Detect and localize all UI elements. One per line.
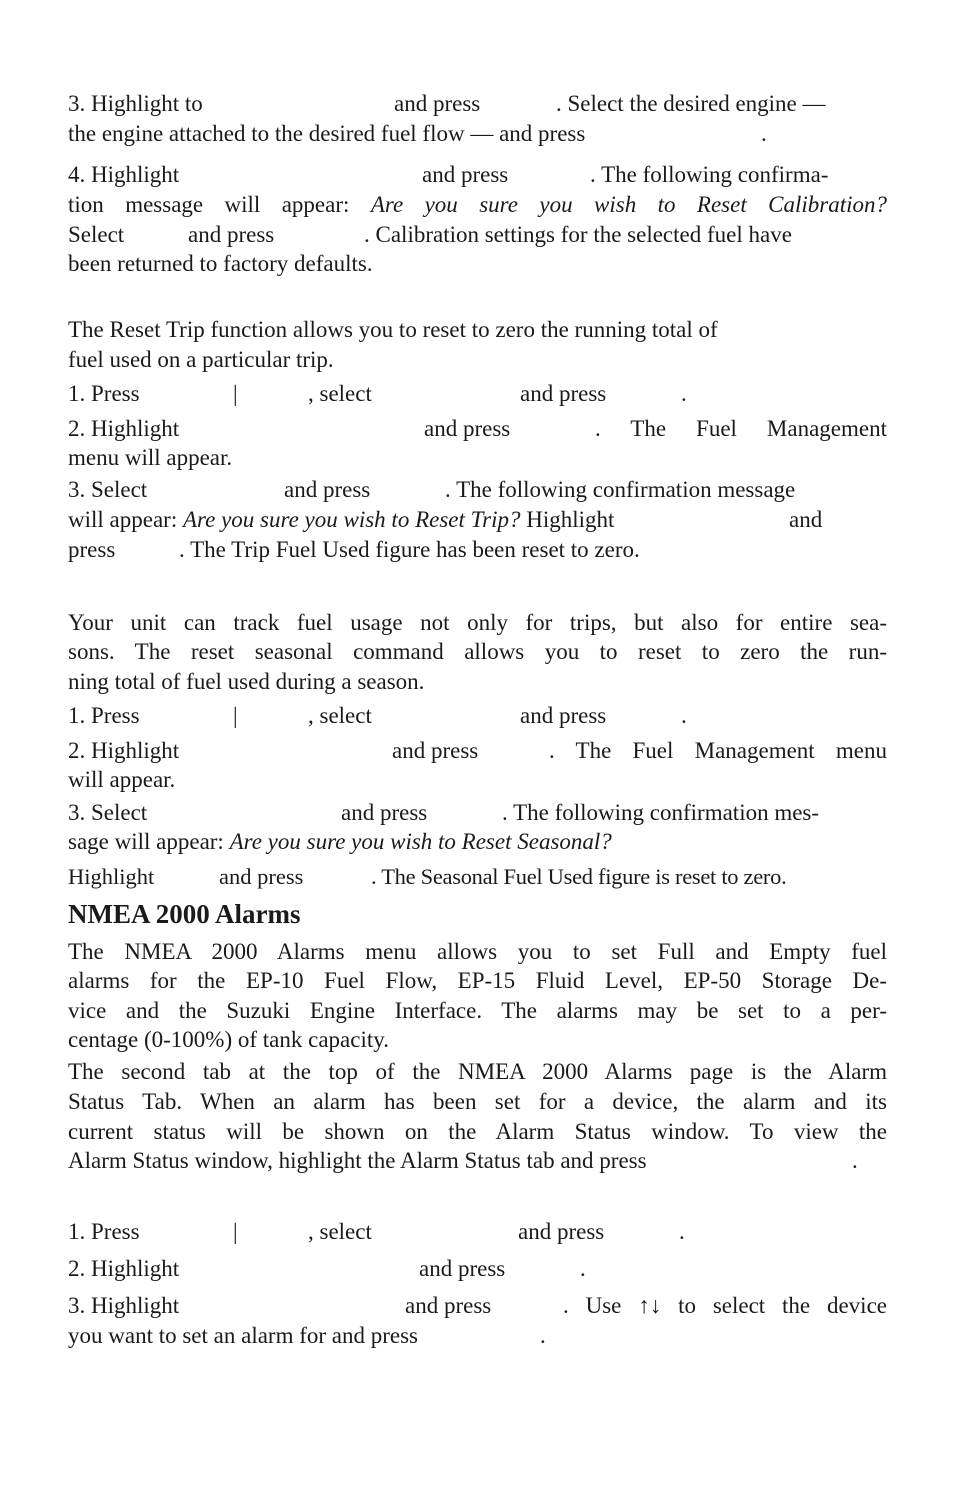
nmea-para2-line3: current status will be shown on the Alarm Status window. To view the bbox=[68, 1119, 887, 1144]
nmea-step2: 2. Highlight and press . bbox=[68, 1256, 586, 1281]
calibration-step4-line2: tion message will appear: Are you sure you wish to Reset Calibration? bbox=[68, 192, 888, 217]
calibration-step4-line1: 4. Highlight and press . The following confirma- bbox=[68, 162, 829, 187]
nmea-para2-line4: Alarm Status window, highlight the Alarm Status tab and press . bbox=[68, 1148, 858, 1173]
nmea-para1-line4: centage (0-100%) of tank capacity. bbox=[68, 1027, 389, 1052]
nmea-para2-line1: The second tab at the top of the NMEA 2000 Alarms page is the Alarm bbox=[68, 1059, 887, 1084]
reset-seasonal-step1: 1. Press | , select and press . bbox=[68, 703, 687, 728]
reset-seasonal-intro-line3: ning total of fuel used during a season. bbox=[68, 669, 425, 694]
reset-seasonal-step4: Highlight and press . The Seasonal Fuel Used figure is reset to zero. bbox=[68, 864, 787, 889]
reset-trip-step2-line2: menu will appear. bbox=[68, 445, 233, 470]
nmea-para1-line2: alarms for the EP-10 Fuel Flow, EP-15 Fluid Level, EP-50 Storage De- bbox=[68, 968, 887, 993]
reset-trip-step3-line3: press . The Trip Fuel Used figure has been reset to zero. bbox=[68, 537, 640, 562]
nmea-para1-line3: vice and the Suzuki Engine Interface. The alarms may be set to a per- bbox=[68, 998, 887, 1023]
nmea-step3-line2: you want to set an alarm for and press . bbox=[68, 1323, 546, 1348]
reset-trip-step3-line2: will appear: Are you sure you wish to Reset Trip? Highlight and bbox=[68, 507, 823, 532]
reset-seasonal-step2-line1: 2. Highlight and press . The Fuel Management menu bbox=[68, 738, 887, 763]
nmea-step3-line1: 3. Highlight and press . Use ↑↓ to select the device bbox=[68, 1293, 887, 1318]
reset-seasonal-step2-line2: will appear. bbox=[68, 767, 176, 792]
nmea-para1-line1: The NMEA 2000 Alarms menu allows you to set Full and Empty fuel bbox=[68, 939, 887, 964]
reset-trip-step2-line1: 2. Highlight and press . The Fuel Management bbox=[68, 416, 887, 441]
calibration-step3-line1: 3. Highlight to and press . Select the desired engine — bbox=[68, 91, 826, 116]
reset-trip-step1: 1. Press | , select and press . bbox=[68, 381, 687, 406]
reset-seasonal-step3-line1: 3. Select and press . The following confirmation mes- bbox=[68, 800, 820, 825]
nmea-step1: 1. Press | , select and press . bbox=[68, 1219, 685, 1244]
reset-seasonal-step3-line2: sage will appear: Are you sure you wish to Reset Seasonal? bbox=[68, 829, 612, 854]
reset-trip-intro-line1: The Reset Trip function allows you to reset to zero the running total of bbox=[68, 317, 718, 342]
reset-seasonal-intro-line2: sons. The reset seasonal command allows you to reset to zero the run- bbox=[68, 639, 887, 664]
calibration-step4-line4: been returned to factory defaults. bbox=[68, 251, 373, 276]
section-heading-nmea-alarms: NMEA 2000 Alarms bbox=[68, 899, 301, 929]
nmea-para2-line2: Status Tab. When an alarm has been set for a device, the alarm and its bbox=[68, 1089, 887, 1114]
reset-seasonal-intro-line1: Your unit can track fuel usage not only for trips, but also for entire sea- bbox=[68, 610, 887, 635]
reset-trip-intro-line2: fuel used on a particular trip. bbox=[68, 347, 334, 372]
reset-trip-step3-line1: 3. Select and press . The following confirmation message bbox=[68, 477, 796, 502]
calibration-step3-line2: the engine attached to the desired fuel flow — and press . bbox=[68, 121, 767, 146]
calibration-step4-line3: Select and press . Calibration settings for the selected fuel have bbox=[68, 222, 792, 247]
